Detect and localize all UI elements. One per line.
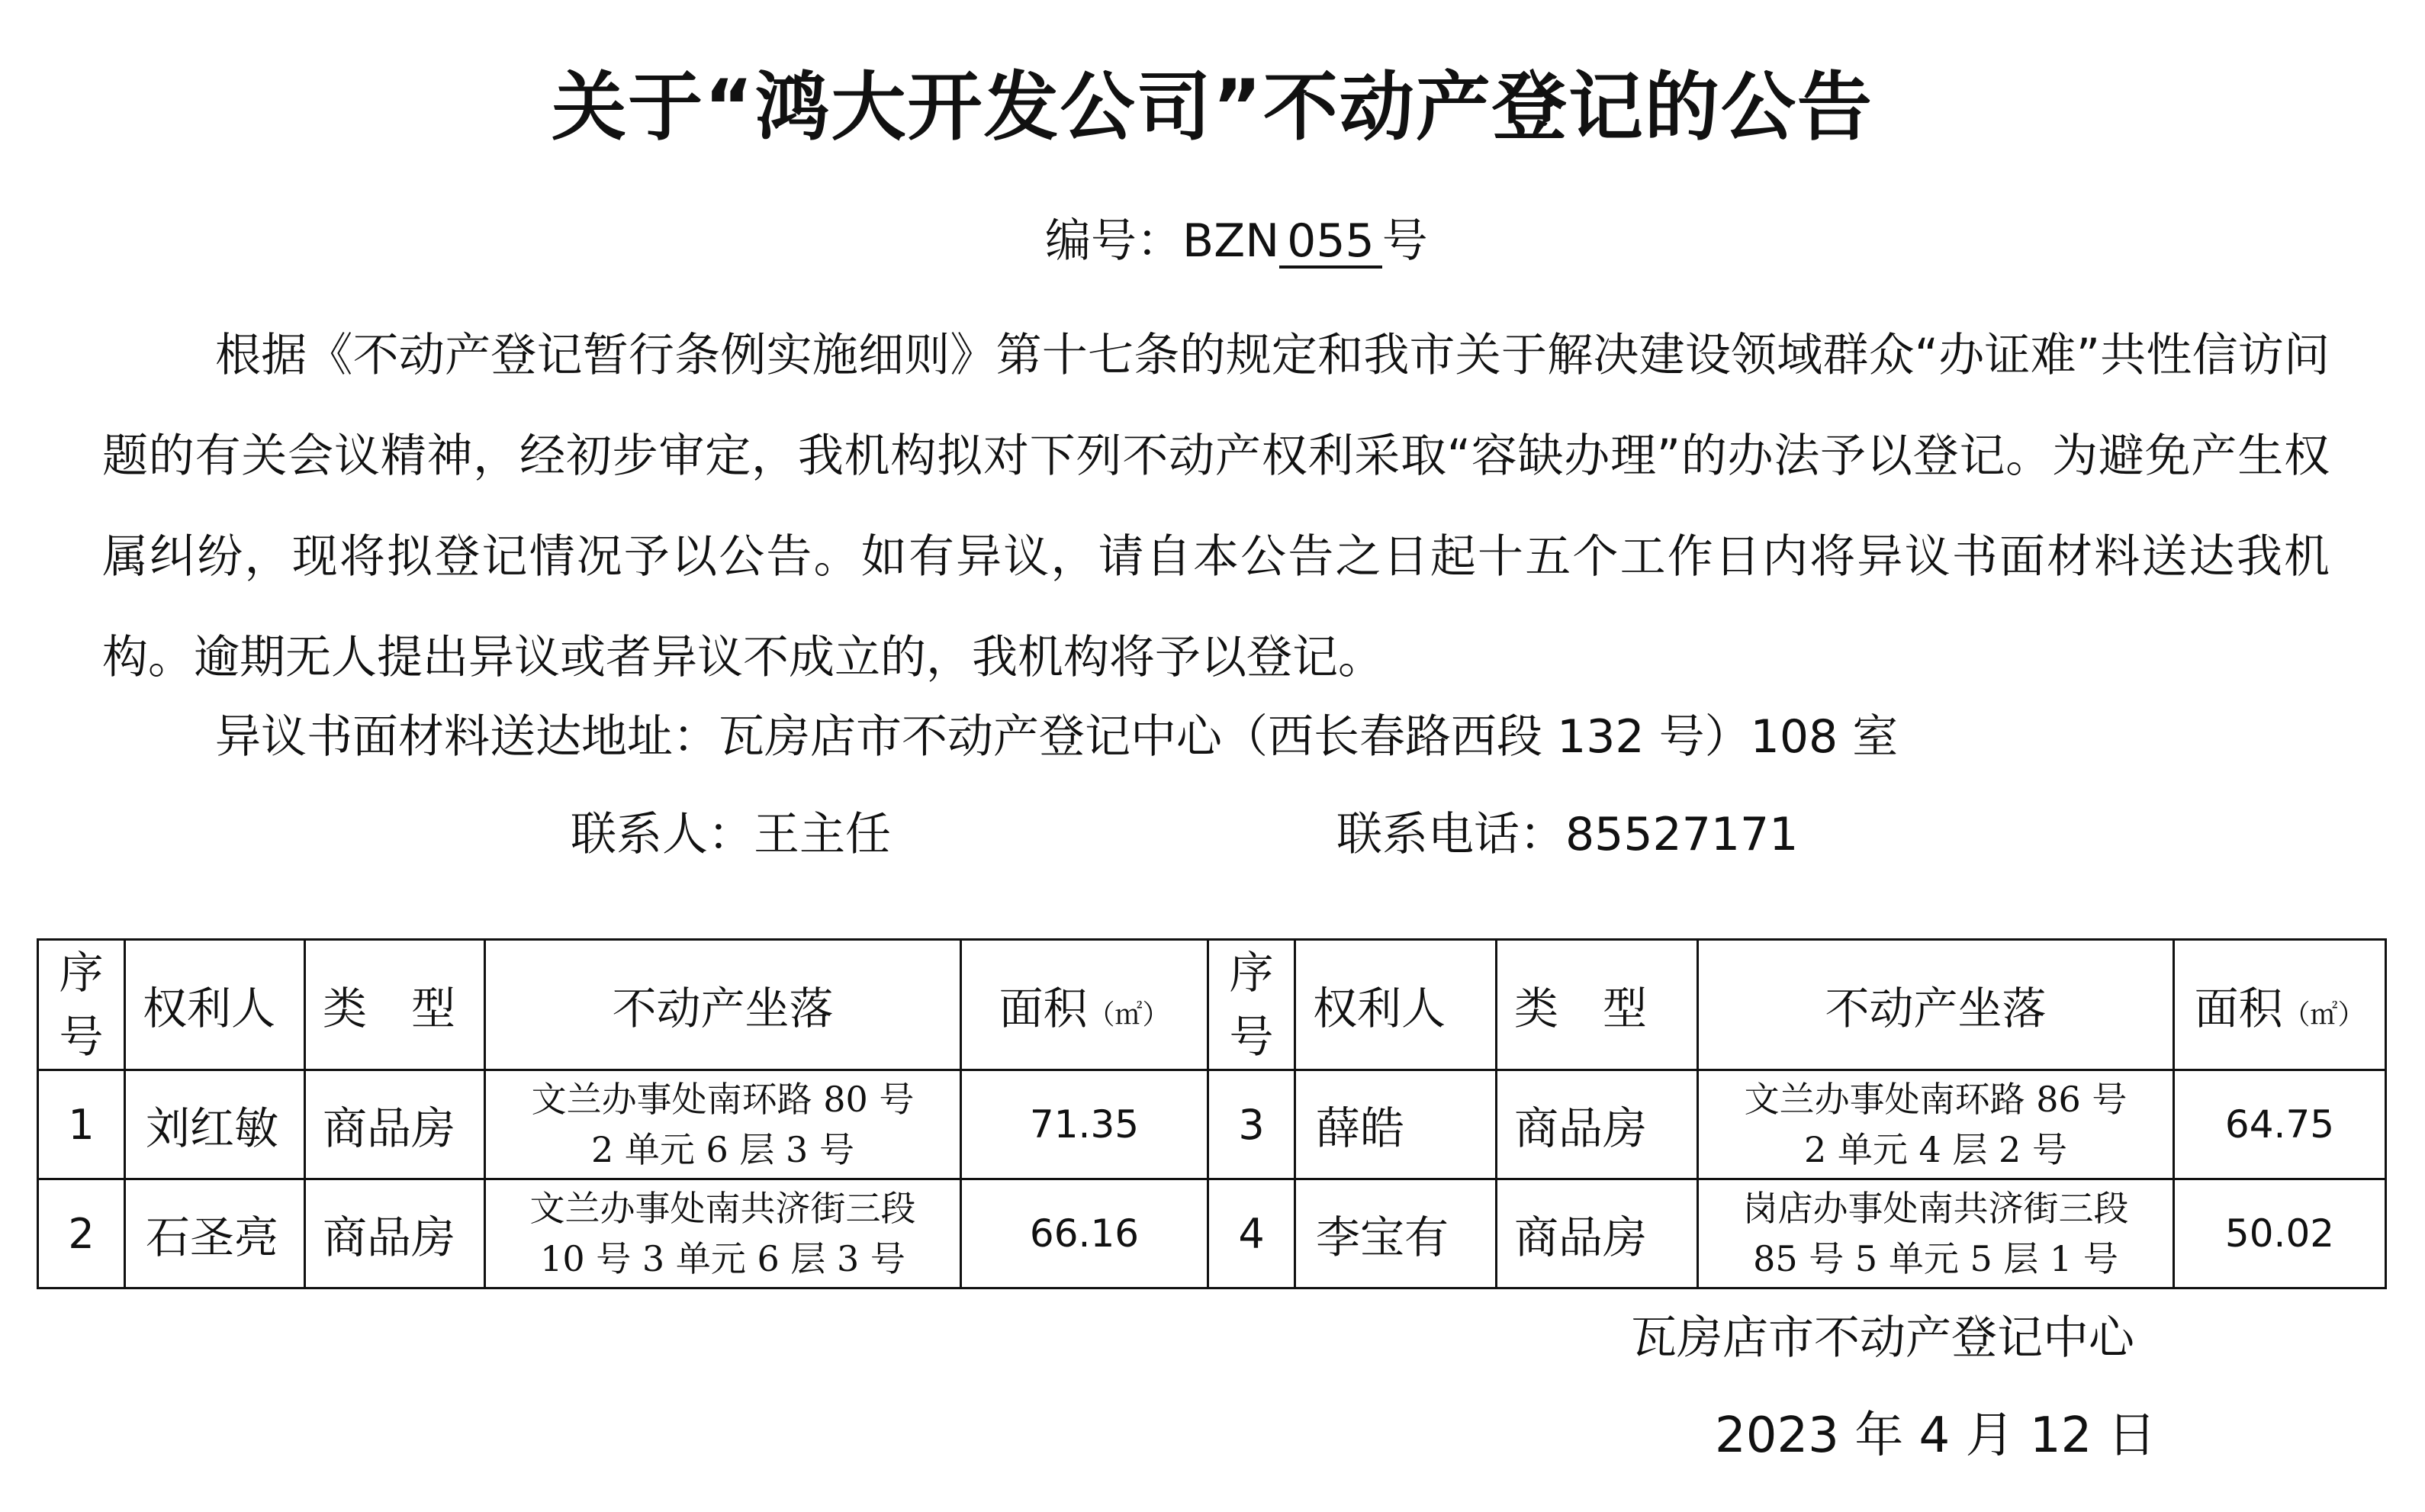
contact-person: 联系人：王主任 — [571, 808, 891, 861]
header-holder: 权利人 — [125, 940, 305, 1070]
row-holder: 薛皓 — [1295, 1070, 1497, 1179]
notice-body: 根据《不动产登记暂行条例实施细则》第十七条的规定和我市关于解决建设领域群众“办证难”共性信访问题的有关会议精神，经初步审定，我机构拟对下列不动产权利采取“容缺办理”的办法予以登记。为避免产生权属纠纷，现将拟登记情况予以公告。如有异议，请自本公告之日起十五个工作日内将异议书面材料送达我机构。逾期无人提出异议或者异议不成立的，我机构将予以登记。 — [102, 329, 2330, 684]
row-index: 4 — [1208, 1179, 1295, 1288]
row-type: 商品房 — [1497, 1179, 1698, 1288]
row-area: 71.35 — [961, 1070, 1208, 1179]
table-row — [38, 1070, 2386, 1179]
header-index: 序 号 — [1208, 940, 1295, 1070]
row-index: 3 — [1208, 1070, 1295, 1179]
row-holder: 石圣亮 — [125, 1179, 305, 1288]
objection-address: 异议书面材料送达地址：瓦房店市不动产登记中心（西长春路西段 132 号）108 室 — [215, 710, 1899, 764]
area-unit: （㎡） — [1087, 999, 1170, 1031]
notice-number-suffix: 号 — [1381, 214, 1428, 268]
table-header-row — [38, 940, 2386, 1070]
area-unit: （㎡） — [2282, 999, 2366, 1031]
row-holder: 刘红敏 — [125, 1070, 305, 1179]
issue-date: 2023 年 4 月 12 日 — [1715, 1407, 2156, 1464]
issuer-signature: 瓦房店市不动产登记中心 — [1631, 1311, 2134, 1365]
header-type: 类 型 — [1497, 940, 1698, 1070]
notice-number-prefix: 编号：BZN — [1045, 214, 1280, 268]
row-location: 文兰办事处南环路 80 号 2 单元 6 层 3 号 — [485, 1070, 961, 1179]
row-type: 商品房 — [1497, 1070, 1698, 1179]
row-holder: 李宝有 — [1295, 1179, 1497, 1288]
row-location: 文兰办事处南共济街三段 10 号 3 单元 6 层 3 号 — [485, 1179, 961, 1288]
row-index: 2 — [38, 1179, 125, 1288]
notice-title: 关于“鸿大开发公司”不动产登记的公告 — [552, 64, 1873, 151]
contact-phone: 联系电话：85527171 — [1336, 808, 1799, 861]
header-location: 不动产坐落 — [485, 940, 961, 1070]
row-type: 商品房 — [305, 1070, 485, 1179]
row-type: 商品房 — [305, 1179, 485, 1288]
row-area: 50.02 — [2174, 1179, 2386, 1288]
property-table — [37, 938, 2387, 1289]
row-location: 文兰办事处南环路 86 号 2 单元 4 层 2 号 — [1698, 1070, 2174, 1179]
header-area: 面积（㎡） — [2174, 940, 2386, 1070]
header-index: 序 号 — [38, 940, 125, 1070]
row-location: 岗店办事处南共济街三段 85 号 5 单元 5 层 1 号 — [1698, 1179, 2174, 1288]
row-index: 1 — [38, 1070, 125, 1179]
table-row — [38, 1179, 2386, 1288]
notice-number — [1045, 204, 1428, 270]
notice-number-value: 055 — [1279, 217, 1382, 269]
header-location: 不动产坐落 — [1698, 940, 2174, 1070]
header-holder: 权利人 — [1295, 940, 1497, 1070]
row-area: 64.75 — [2174, 1070, 2386, 1179]
header-area: 面积（㎡） — [961, 940, 1208, 1070]
row-area: 66.16 — [961, 1179, 1208, 1288]
header-type: 类 型 — [305, 940, 485, 1070]
